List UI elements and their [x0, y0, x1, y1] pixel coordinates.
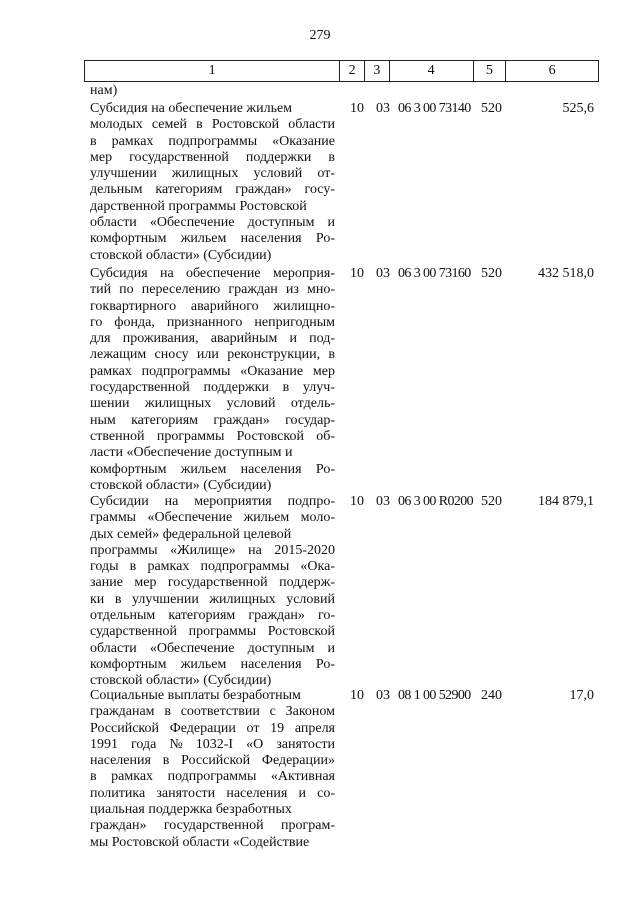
section-code: 10: [350, 494, 364, 509]
description-line: сударственной программы Ростовской: [90, 624, 335, 640]
description-line: Российской Федерации от 19 апреля: [90, 720, 335, 736]
section-code: 10: [350, 266, 364, 281]
header-row: [85, 61, 599, 82]
description-line: граждан» государственной програм-: [90, 818, 335, 834]
subsection-code: 03: [376, 494, 390, 509]
section-code: 10: [350, 101, 364, 116]
description-line: ласти «Обеспечение доступным и: [90, 445, 293, 461]
description-line: Социальные выплаты безработным: [90, 688, 301, 703]
description-line: государственной поддержки в улуч-: [90, 380, 335, 396]
description-line: стовской области» (Субсидии): [90, 477, 272, 493]
target-article-code: 08 1 00 52900: [398, 688, 471, 703]
description-line: дарственной программы Ростовской: [90, 198, 307, 214]
description-line: мер государственной поддержки в: [90, 149, 335, 165]
description-line: циальная поддержка безработных: [90, 802, 292, 818]
expense-type-code: 520: [481, 494, 502, 509]
description-line: лежащим сносу или реконструкции, в: [90, 347, 335, 363]
description-line: дельным категориям граждан» госу-: [90, 182, 335, 198]
description-line: в рамках подпрограммы «Активная: [90, 769, 335, 785]
description-line: стовской области» (Субсидии): [90, 673, 272, 689]
header-col-5: 5: [473, 61, 506, 82]
target-article-code: 06 3 00 73140: [398, 101, 471, 116]
description-line: зание мер государственной поддерж-: [90, 575, 335, 591]
row-description: [90, 688, 335, 851]
description-line: Субсидия на обеспечение жильем: [90, 101, 293, 116]
description-line: в рамках подпрограммы «Оказание: [90, 133, 335, 149]
description-line: мы Ростовской области «Содействие: [90, 834, 310, 850]
column-header-table: [84, 60, 599, 82]
subsection-code: 03: [376, 101, 390, 116]
target-article-code: 06 3 00 R0200: [398, 494, 474, 509]
amount: 432 518,0: [538, 266, 594, 281]
header-col-2: 2: [340, 61, 365, 82]
section-code: 10: [350, 688, 364, 703]
description-line: гражданам в соответствии с Законом: [90, 704, 335, 720]
amount: 17,0: [569, 688, 594, 703]
description-line: ным категориям граждан» государ-: [90, 412, 335, 428]
description-line: отдельным категориям граждан» го-: [90, 608, 335, 624]
description-line: программы «Жилище» на 2015-2020: [90, 542, 335, 558]
header-col-1: 1: [85, 61, 340, 82]
description-line: граммы «Обеспечение жильем моло-: [90, 510, 335, 526]
description-line: тий по переселению граждан из мно-: [90, 282, 335, 298]
description-line: области «Обеспечение доступным и: [90, 640, 335, 656]
description-line: Субсидия на обеспечение мероприя-: [90, 266, 335, 281]
amount: 184 879,1: [538, 494, 594, 509]
description-line: гоквартирного аварийного жилищно-: [90, 298, 335, 314]
description-line: населения в Российской Федерации»: [90, 753, 335, 769]
description-line: 1991 года № 1032-I «О занятости: [90, 736, 335, 752]
description-line: шении жилищных условий отдель-: [90, 396, 335, 412]
row-description: [90, 266, 335, 494]
amount: 525,6: [562, 101, 594, 116]
description-line: го фонда, признанного непригодным: [90, 314, 335, 330]
subsection-code: 03: [376, 266, 390, 281]
description-line: ки в улучшении жилищных условий: [90, 591, 335, 607]
description-line: ственной программы Ростовской об-: [90, 428, 335, 444]
description-line: для проживания, аварийным и под-: [90, 331, 335, 347]
description-line: области «Обеспечение доступным и: [90, 215, 335, 231]
description-line: политика занятости населения и со-: [90, 785, 335, 801]
description-line: рамках подпрограммы «Оказание мер: [90, 363, 335, 379]
expense-type-code: 520: [481, 266, 502, 281]
header-col-4: 4: [389, 61, 473, 82]
header-col-3: 3: [365, 61, 390, 82]
description-line: дых семей» федеральной целевой: [90, 526, 292, 542]
target-article-code: 06 3 00 73160: [398, 266, 471, 281]
continuation-text: нам): [90, 83, 118, 98]
description-line: комфортным жильем населения Ро-: [90, 461, 335, 477]
row-description: [90, 101, 335, 264]
row-description: [90, 494, 335, 690]
description-line: молодых семей в Ростовской области: [90, 117, 335, 133]
description-line: стовской области» (Субсидии): [90, 247, 272, 263]
subsection-code: 03: [376, 688, 390, 703]
description-line: Субсидии на мероприятия подпро-: [90, 494, 335, 509]
description-line: комфортным жильем населения Ро-: [90, 656, 335, 672]
description-line: комфортным жильем населения Ро-: [90, 231, 335, 247]
description-line: улучшении жилищных условий от-: [90, 166, 335, 182]
page-number: 279: [309, 28, 331, 43]
description-line: годы в рамках подпрограммы «Ока-: [90, 559, 335, 575]
expense-type-code: 240: [481, 688, 502, 703]
expense-type-code: 520: [481, 101, 502, 116]
header-col-6: 6: [506, 61, 599, 82]
